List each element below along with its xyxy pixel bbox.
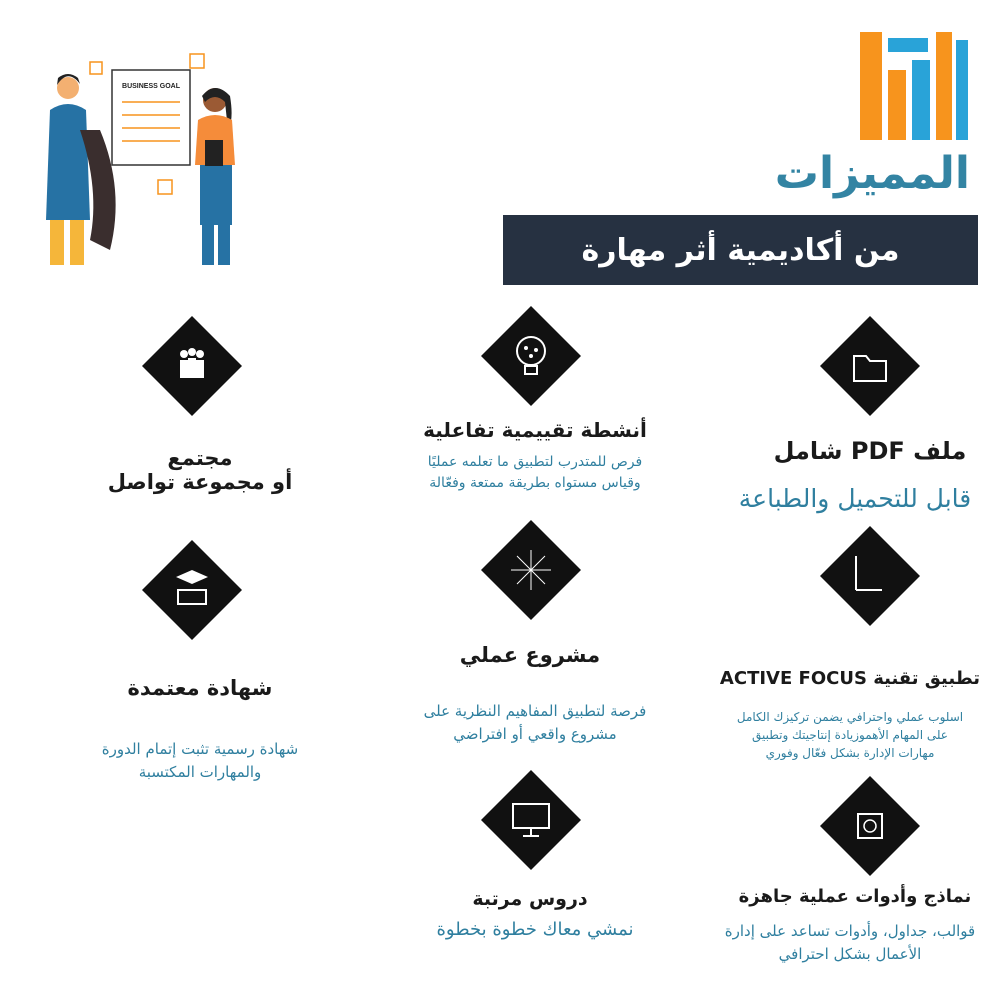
burst-icon xyxy=(481,520,581,620)
feature-community-line2: أو مجموعة تواصل xyxy=(107,470,293,494)
lamp-icon xyxy=(820,526,920,626)
people-group-icon xyxy=(142,316,242,416)
feature-project-desc-line2: مشروع واقعي أو افتراضي xyxy=(453,724,617,743)
feature-templates-desc xyxy=(710,920,990,965)
feature-active-focus-title: تطبيق تقنية ACTIVE FOCUS xyxy=(719,668,980,689)
feature-pdf-title: ملف PDF شامل xyxy=(773,437,967,465)
feature-activities-desc-line2: وقياس مستواه بطريقة ممتعة وفعّالة xyxy=(429,475,641,491)
feature-templates-desc-line2: الأعمال بشكل احترافي xyxy=(778,944,922,963)
feature-certificate-desc-line2: والمهارات المكتسبة xyxy=(138,762,262,781)
feature-activities-title: أنشطة تقييمية تفاعلية xyxy=(423,418,647,442)
feature-certificate-desc-line1: شهادة رسمية تثبت إتمام الدورة xyxy=(101,740,299,758)
feature-community-line1: مجتمع xyxy=(167,446,233,470)
academy-logo xyxy=(858,30,970,142)
feature-pdf-desc: قابل للتحميل والطباعة xyxy=(738,484,972,513)
feature-lessons-title: دروس مرتبة xyxy=(472,888,588,910)
lightbulb-icon xyxy=(481,306,581,406)
graduation-icon xyxy=(142,540,242,640)
feature-templates-desc-line1: قوالب، جداول، وأدوات تساعد على إدارة xyxy=(724,922,976,940)
feature-active-focus-line3: مهارات الإدارة بشكل فعّال وفوري xyxy=(765,746,935,760)
feature-project-desc-line1: فرصة لتطبيق المفاهيم النظرية على xyxy=(423,702,647,720)
subtitle-banner xyxy=(503,215,978,285)
feature-activities-desc-line1: فرص للمتدرب لتطبيق ما تعلمه عمليًا xyxy=(427,454,643,470)
page-title: المميزات xyxy=(774,148,970,199)
monitor-icon xyxy=(481,770,581,870)
feature-active-focus-desc xyxy=(720,708,980,762)
feature-certificate-desc xyxy=(90,738,310,783)
feature-project-title: مشروع عملي xyxy=(459,643,601,667)
folder-icon xyxy=(820,316,920,416)
feature-active-focus-line2: على المهام الأهموزيادة إنتاجيتك وتطبيق xyxy=(752,728,948,742)
feature-active-focus-line1: اسلوب عملي واحترافي يضمن تركيزك الكامل xyxy=(736,710,964,724)
feature-community-title xyxy=(80,446,320,494)
feature-activities-desc xyxy=(390,452,680,494)
brain-chip-icon xyxy=(820,776,920,876)
feature-lessons-desc: نمشي معاك خطوة بخطوة xyxy=(436,919,634,940)
feature-templates-title: نماذج وأدوات عملية جاهزة xyxy=(738,886,972,907)
subtitle-text: من أكاديمية أثر مهارة xyxy=(581,232,900,268)
feature-project-desc xyxy=(400,700,670,745)
business-goal-illustration xyxy=(30,40,280,280)
feature-certificate-title: شهادة معتمدة xyxy=(127,676,273,700)
illustration-caption: BUSINESS GOAL xyxy=(122,83,180,90)
